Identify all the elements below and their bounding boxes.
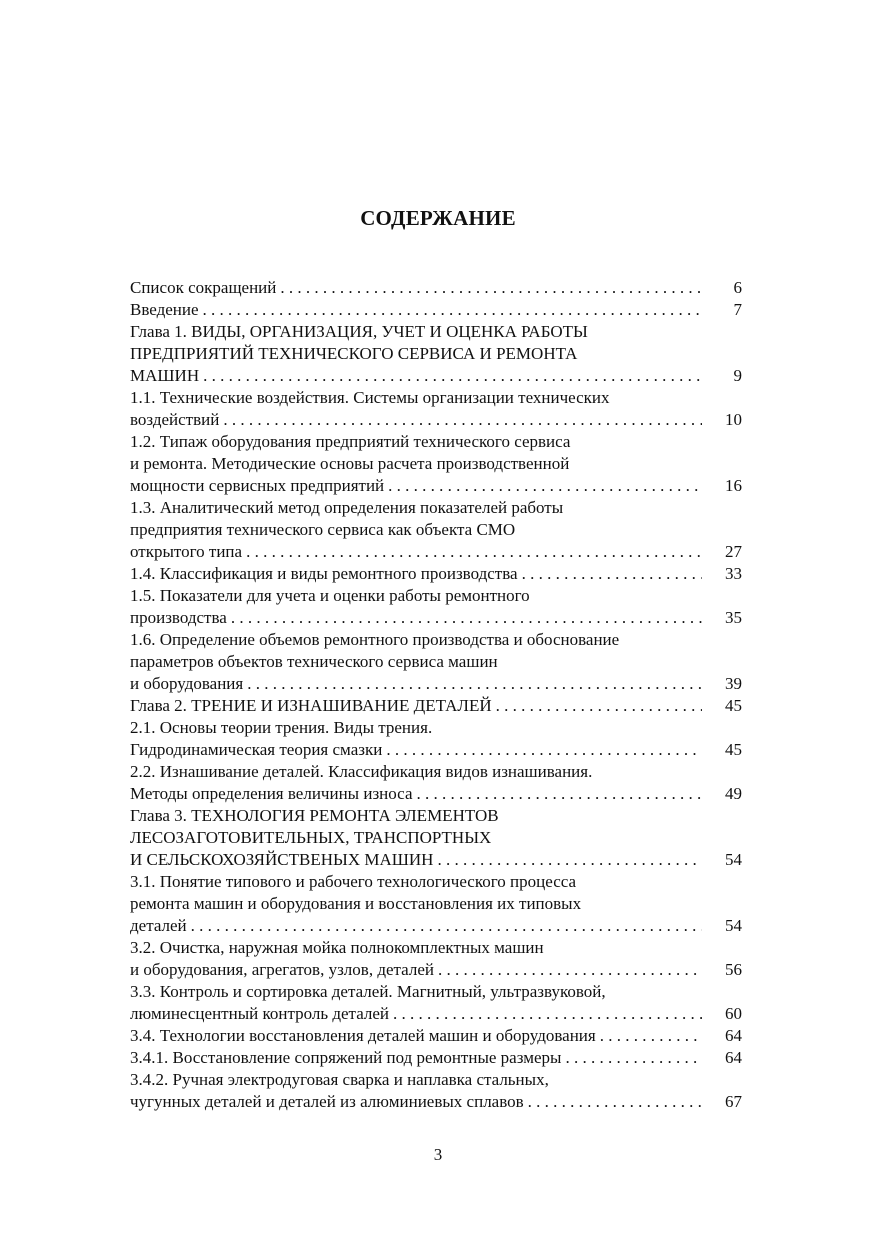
toc-entry-page: 7 [733,300,742,319]
toc-entry-page: 60 [725,1004,742,1023]
toc-entry-text: и ремонта. Методические основы расчета производственной [130,454,570,473]
toc-entry-text: параметров объектов технического сервиса машин [130,652,498,671]
toc-entry-text: Глава 3. ТЕХНОЛОГИЯ РЕМОНТА ЭЛЕМЕНТОВ [130,806,499,825]
toc-entry-text: открытого типа [130,542,243,561]
toc-entry-text: 1.3. Аналитический метод определения показателей работы [130,498,564,517]
toc-entry-text: 1.4. Классификация и виды ремонтного производства [130,564,518,583]
toc-entry-page: 6 [733,278,742,297]
toc-entry-text: 3.2. Очистка, наружная мойка полнокомплектных машин [130,938,544,957]
dot-leader [199,365,702,387]
toc-entry-text: Гидродинамическая теория смазки [130,740,383,759]
toc-entry [130,299,742,321]
dot-leader [243,673,702,695]
toc-entry-text: Список сокращений [130,278,277,297]
table-of-contents [130,277,742,1113]
dot-leader [518,563,702,585]
dot-leader [199,299,702,321]
toc-entry [130,937,742,981]
toc-entry-text: 1.1. Технические воздействия. Системы организации технических [130,388,610,407]
toc-entry-page: 35 [725,608,742,627]
toc-entry [130,629,742,695]
toc-entry-page: 45 [725,696,742,715]
dot-leader [187,915,702,937]
toc-entry [130,563,742,585]
dot-leader [389,1003,702,1025]
toc-entry [130,871,742,937]
toc-entry-text: чугунных деталей и деталей из алюминиевых сплавов [130,1092,524,1111]
page-number: 3 [433,1145,443,1164]
dot-leader [384,475,702,497]
toc-entry [130,387,742,431]
toc-entry-page: 27 [725,542,742,561]
toc-entry [130,695,742,717]
toc-entry-page: 49 [725,784,742,803]
toc-entry-page: 16 [725,476,742,495]
toc-entry-page: 10 [725,410,742,429]
toc-entry-page: 33 [725,564,742,583]
toc-entry [130,1069,742,1113]
toc-entry-page: 64 [725,1048,742,1067]
toc-entry-page: 54 [725,850,742,869]
toc-entry-text: 3.4.2. Ручная электродуговая сварка и наплавка стальных, [130,1070,549,1089]
dot-leader [434,959,702,981]
dot-leader [242,541,702,563]
toc-entry-page: 64 [725,1026,742,1045]
dot-leader [382,739,702,761]
toc-entry [130,1047,742,1069]
dot-leader [524,1091,702,1113]
toc-entry-text: 1.5. Показатели для учета и оценки работы ремонтного [130,586,530,605]
toc-entry-text: Введение [130,300,199,319]
toc-entry [130,805,742,871]
toc-entry-text: Глава 2. ТРЕНИЕ И ИЗНАШИВАНИЕ ДЕТАЛЕЙ [130,696,492,715]
toc-entry-text: люминесцентный контроль деталей [130,1004,390,1023]
toc-entry [130,1025,742,1047]
toc-entry-text: и оборудования [130,674,244,693]
toc-entry [130,277,742,299]
toc-entry-text: ПРЕДПРИЯТИЙ ТЕХНИЧЕСКОГО СЕРВИСА И РЕМОНТА [130,344,578,363]
toc-entry-text: 2.1. Основы теории трения. Виды трения. [130,718,433,737]
toc-entry [130,431,742,497]
toc-entry-text: 3.4.1. Восстановление сопряжений под ремонтные размеры [130,1048,562,1067]
toc-entry [130,981,742,1025]
toc-entry [130,717,742,761]
toc-entry-text: И СЕЛЬСКОХОЗЯЙСТВЕНЫХ МАШИН [130,850,434,869]
toc-entry-text: производства [130,608,227,627]
dot-leader [433,849,702,871]
toc-entry-text: 1.6. Определение объемов ремонтного производства и обоснование [130,630,620,649]
toc-entry [130,497,742,563]
dot-leader [227,607,702,629]
dot-leader [492,695,702,717]
dot-leader [219,409,702,431]
toc-entry-text: и оборудования, агрегатов, узлов, деталей [130,960,434,979]
toc-entry-text: ЛЕСОЗАГОТОВИТЕЛЬНЫХ, ТРАНСПОРТНЫХ [130,828,492,847]
toc-entry-text: 1.2. Типаж оборудования предприятий технического сервиса [130,432,571,451]
toc-entry-text: 2.2. Изнашивание деталей. Классификация видов изнашивания. [130,762,593,781]
toc-entry-text: предприятия технического сервиса как объекта СМО [130,520,516,539]
dot-leader [276,277,702,299]
toc-entry-text: 3.4. Технологии восстановления деталей машин и оборудования [130,1026,596,1045]
toc-entry-page: 67 [725,1092,742,1111]
toc-entry-text: деталей [130,916,187,935]
dot-leader [412,783,702,805]
toc-entry [130,761,742,805]
toc-entry-page: 54 [725,916,742,935]
toc-entry-text: Глава 1. ВИДЫ, ОРГАНИЗАЦИЯ, УЧЕТ И ОЦЕНКА РАБОТЫ [130,322,588,341]
toc-entry-page: 56 [725,960,742,979]
toc-entry-page: 9 [733,366,742,385]
toc-entry-text: 3.3. Контроль и сортировка деталей. Магнитный, ультразвуковой, [130,982,606,1001]
toc-entry-text: ремонта машин и оборудования и восстановления их типовых [130,894,582,913]
page-title: СОДЕРЖАНИЕ [360,206,516,230]
toc-entry [130,585,742,629]
toc-entry-text: мощности сервисных предприятий [130,476,385,495]
toc-entry-text: 3.1. Понятие типового и рабочего технологического процесса [130,872,577,891]
toc-entry-text: МАШИН [130,366,200,385]
dot-leader [561,1047,702,1069]
dot-leader [596,1025,702,1047]
toc-entry-page: 39 [725,674,742,693]
toc-entry-text: воздействий [130,410,220,429]
toc-entry [130,321,742,387]
toc-entry-page: 45 [725,740,742,759]
toc-entry-text: Методы определения величины износа [130,784,413,803]
